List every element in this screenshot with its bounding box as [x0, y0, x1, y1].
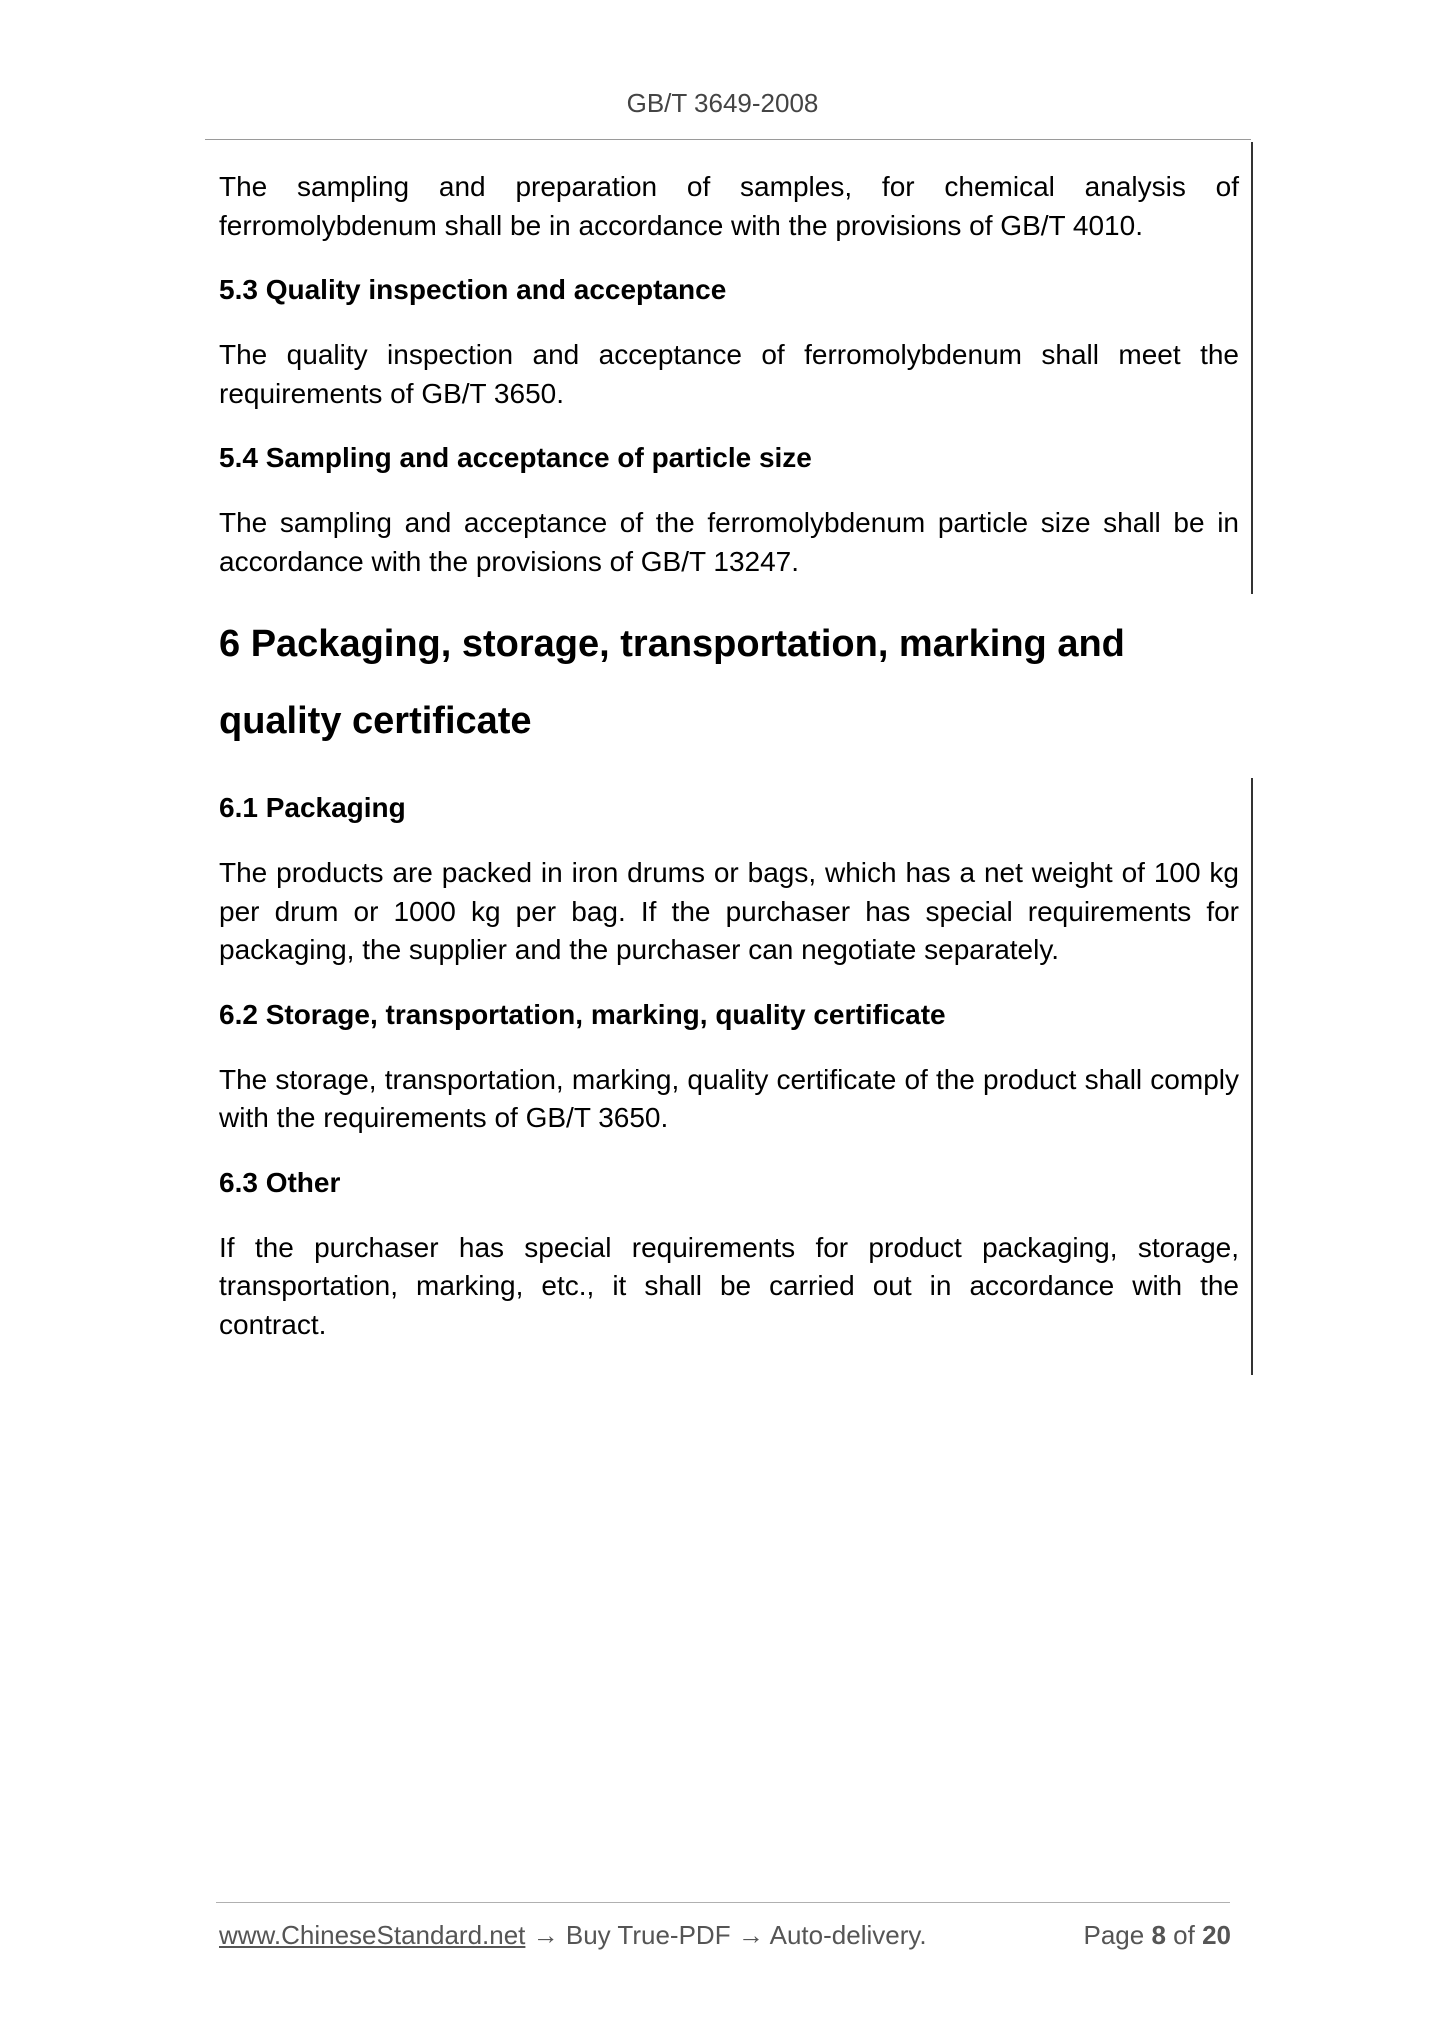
page-indicator: [1083, 1920, 1231, 1951]
section-6-1-heading: 6.1 Packaging: [219, 792, 406, 823]
buy-true-pdf-text: Buy True-PDF: [565, 1920, 731, 1950]
arrow-right-icon: →: [532, 1920, 559, 1950]
intro-paragraph: The sampling and preparation of samples, for chemical analysis of ferromolybdenum shall be in accordance with the provisions of GB/T 4010.: [219, 171, 1239, 241]
auto-delivery-text: Auto-delivery.: [769, 1920, 927, 1950]
change-bar-bottom: [1251, 778, 1253, 1375]
arrow-right-icon: →: [737, 1920, 764, 1950]
document-header-title: GB/T 3649-2008: [626, 88, 819, 118]
header-divider: [205, 139, 1251, 140]
page-content: [219, 168, 1239, 1369]
total-page-number: 20: [1202, 1920, 1231, 1950]
section-5-3-heading: 5.3 Quality inspection and acceptance: [219, 274, 727, 305]
section-6-2-heading: 6.2 Storage, transportation, marking, quality certificate: [219, 998, 946, 1030]
section-5-3-text: The quality inspection and acceptance of ferromolybdenum shall meet the requirements of GB/T 3650.: [219, 339, 1239, 409]
footer-promo: [219, 1920, 927, 1951]
section-6-heading: 6 Packaging, storage, transportation, marking and quality certificate: [219, 623, 1125, 742]
section-6-1-text: The products are packed in iron drums or bags, which has a net weight of 100 kg per drum or 1000 kg per bag. If the purchaser has special requirements for packaging, the supplier and the purchaser can negotiate separately.: [219, 857, 1239, 965]
page-footer: [219, 1920, 1231, 1960]
current-page-number: 8: [1151, 1920, 1166, 1950]
section-5-4-text: The sampling and acceptance of the ferromolybdenum particle size shall be in accordance with the provisions of GB/T 13247.: [219, 507, 1239, 577]
page-label: Page: [1083, 1920, 1145, 1950]
website-link[interactable]: www.ChineseStandard.net: [219, 1920, 526, 1950]
section-6-3-heading: 6.3 Other: [219, 1166, 341, 1198]
section-6-2-text: The storage, transportation, marking, quality certificate of the product shall comply with the requirements of GB/T 3650.: [219, 1063, 1239, 1133]
page-of-label: of: [1173, 1920, 1195, 1950]
footer-divider: [216, 1902, 1230, 1903]
section-6-3-text: If the purchaser has special requirements for product packaging, storage, transportation, marking, etc., it shall be carried out in accordance with the contract.: [219, 1231, 1239, 1340]
section-5-4-heading: 5.4 Sampling and acceptance of particle size: [219, 442, 812, 473]
change-bar-top: [1251, 142, 1253, 594]
